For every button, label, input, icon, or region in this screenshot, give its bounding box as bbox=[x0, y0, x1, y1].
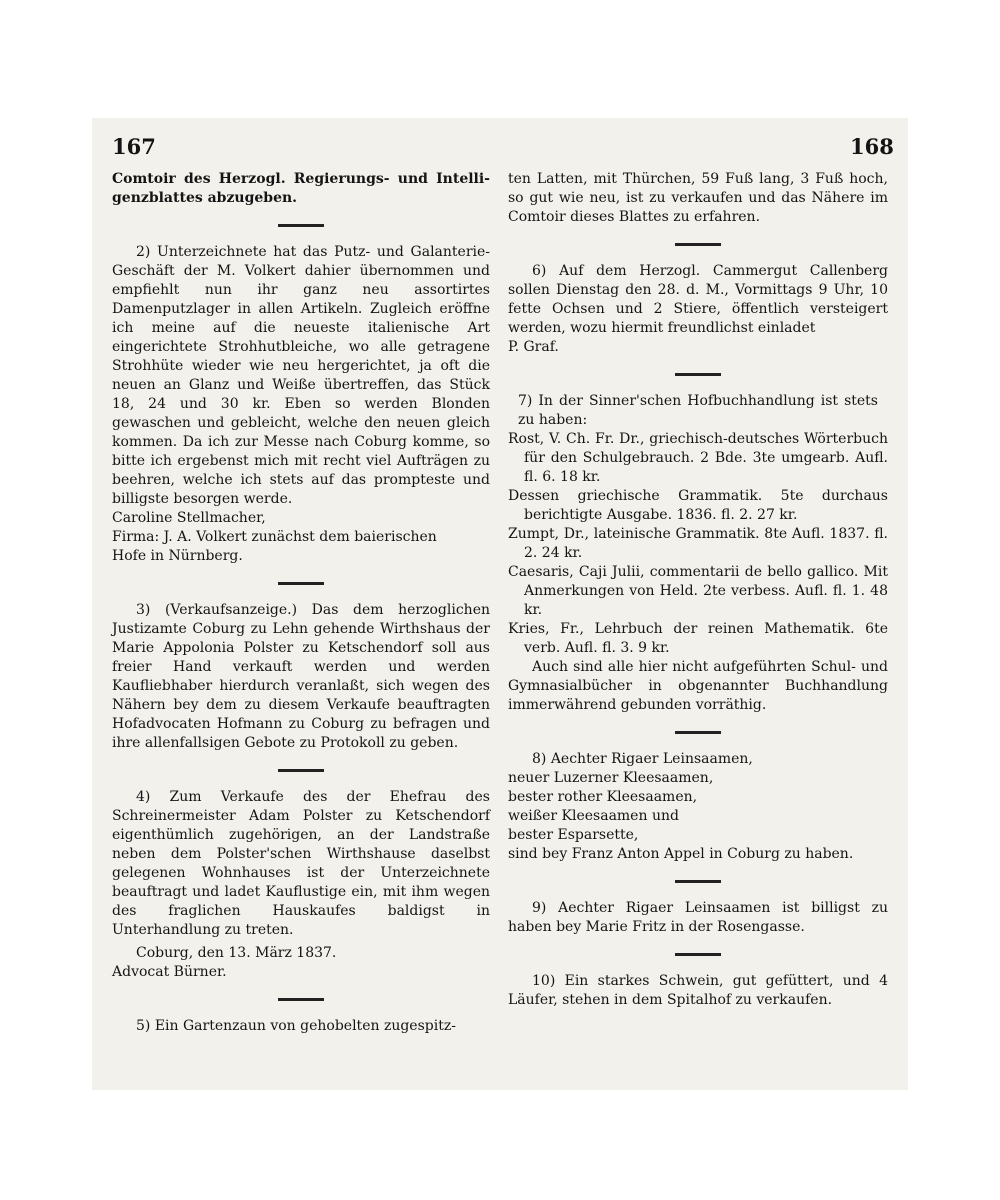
page-number-right: 168 bbox=[850, 134, 894, 159]
section-divider bbox=[278, 769, 324, 772]
section-divider bbox=[675, 880, 721, 883]
ad-8-line: 8) Aechter Rigaer Leinsaamen, bbox=[532, 751, 753, 767]
section-divider bbox=[675, 243, 721, 246]
ad-5-continuation: ten Latten, mit Thürchen, 59 Fuß lang, 3 Fuß hoch, so gut wie neu, ist zu verkaufen und das Nähere im Comtoir dieses Blattes zu erfahren. bbox=[508, 171, 888, 225]
book-entry: Caesaris, Caji Julii, commentarii de bello gallico. Mit Anmerkungen von Held. 2te verbess. Aufl. fl. 1. 48 kr. bbox=[508, 564, 888, 618]
ad-9-text: 9) Aechter Rigaer Leinsaamen ist billigst zu haben bey Marie Fritz in der Rosengasse. bbox=[508, 900, 888, 935]
ad-8-line: neuer Luzerner Kleesaamen, bbox=[508, 770, 714, 786]
section-divider bbox=[278, 582, 324, 585]
ad-7-book-list bbox=[508, 430, 888, 658]
ad-8-line: weißer Kleesaamen und bbox=[508, 808, 679, 824]
book-entry: Dessen griechische Grammatik. 5te durchaus berichtigte Ausgabe. 1836. fl. 2. 27 kr. bbox=[508, 488, 888, 523]
ad-4-place-date: Coburg, den 13. März 1837. bbox=[136, 945, 337, 961]
ad-2-firm-line-2: Hofe in Nürnberg. bbox=[112, 548, 243, 564]
section-divider bbox=[675, 373, 721, 376]
ad-8-line: bester rother Kleesaamen, bbox=[508, 789, 698, 805]
ad-7-heading: 7) In der Sinner'schen Hofbuchhandlung ist stets zu haben: bbox=[518, 393, 878, 428]
book-entry: Zumpt, Dr., lateinische Grammatik. 8te Aufl. 1837. fl. 2. 24 kr. bbox=[508, 526, 888, 561]
ad-8-list bbox=[508, 750, 888, 864]
section-divider bbox=[278, 998, 324, 1001]
intro-text: Comtoir des Herzogl. Regierungs- und Intelli-genzblattes abzugeben. bbox=[112, 171, 490, 206]
ad-4-text: 4) Zum Verkaufe des der Ehefrau des Schreinermeister Adam Polster zu Ketschendorf eigenthümlich zugehörigen, an der Landstraße neben dem Polster'schen Wirthshause daselbst gelegenen Wohnhauses ist der Unterzeichnete beauftragt und ladet Kauflustige ein, mit ihm wegen des fraglichen Hauskaufes baldigst in Unterhandlung zu treten. bbox=[112, 789, 490, 938]
section-divider bbox=[675, 953, 721, 956]
book-entry: Kries, Fr., Lehrbuch der reinen Mathematik. 6te verb. Aufl. fl. 3. 9 kr. bbox=[508, 621, 888, 656]
ad-6-signature: P. Graf. bbox=[508, 339, 559, 355]
ad-10-text: 10) Ein starkes Schwein, gut gefüttert, und 4 Läufer, stehen in dem Spitalhof zu verkaufen. bbox=[508, 973, 888, 1008]
ad-6-text: 6) Auf dem Herzogl. Cammergut Callenberg sollen Dienstag den 28. d. M., Vormittags 9 Uhr, 10 fette Ochsen und 2 Stiere, öffentlich versteigert werden, wozu hiermit freundlichst einladet bbox=[508, 263, 888, 336]
right-column bbox=[508, 170, 888, 1010]
section-divider bbox=[278, 224, 324, 227]
ad-5-start: 5) Ein Gartenzaun von gehobelten zugespitz- bbox=[136, 1018, 456, 1034]
page-number-left: 167 bbox=[112, 134, 156, 159]
section-divider bbox=[675, 731, 721, 734]
ad-4-signature: Advocat Bürner. bbox=[112, 964, 227, 980]
ad-3-text: 3) (Verkaufsanzeige.) Das dem herzoglichen Justizamte Coburg zu Lehn gehende Wirthshaus der Marie Appolonia Polster zu Ketschendorf soll aus freier Hand verkauft werden und werden Kaufliebhaber hierdurch veranlaßt, sich wegen des Nähern bey dem zu diesem Verkaufe beauftragten Hofadvocaten Hofmann zu Coburg zu befragen und ihre allenfallsigen Gebote zu Protokoll zu geben. bbox=[112, 602, 490, 751]
ad-2-text: 2) Unterzeichnete hat das Putz- und Galanterie-Geschäft der M. Volkert dahier übernommen und empfiehlt nun ihr ganz neu assortirtes Damenputzlager in allen Artikeln. Zugleich eröffne ich meine auf die neueste italienische Art eingerichtete Strohhutbleiche, wo alle getragene Strohhüte wieder wie neu hergerichtet, ja oft die neuen an Glanz und Weiße übertreffen, das Stück 18, 24 und 30 kr. Eben so werden Blonden gewaschen und gebleicht, welche den neuen gleich kommen. Da ich zur Messe nach Coburg komme, so bitte ich ergebenst mich mit recht viel Aufträgen zu beehren, welche ich stets auf das prompteste und billigste besorgen werde. bbox=[112, 244, 490, 507]
ad-8-line: sind bey Franz Anton Appel in Coburg zu haben. bbox=[508, 846, 854, 862]
book-entry: Rost, V. Ch. Fr. Dr., griechisch-deutsches Wörterbuch für den Schulgebrauch. 2 Bde. 3te umgearb. Aufl. fl. 6. 18 kr. bbox=[508, 431, 888, 485]
ad-8-line: bester Esparsette, bbox=[508, 827, 639, 843]
left-column bbox=[112, 170, 490, 1036]
ad-2-firm-line-1: Firma: J. A. Volkert zunächst dem baierischen bbox=[112, 529, 437, 545]
ad-7-closing: Auch sind alle hier nicht aufgeführten Schul- und Gymnasialbücher in obgenannter Buchhandlung immerwährend gebunden vorräthig. bbox=[508, 659, 888, 713]
ad-2-signature: Caroline Stellmacher, bbox=[112, 510, 266, 526]
